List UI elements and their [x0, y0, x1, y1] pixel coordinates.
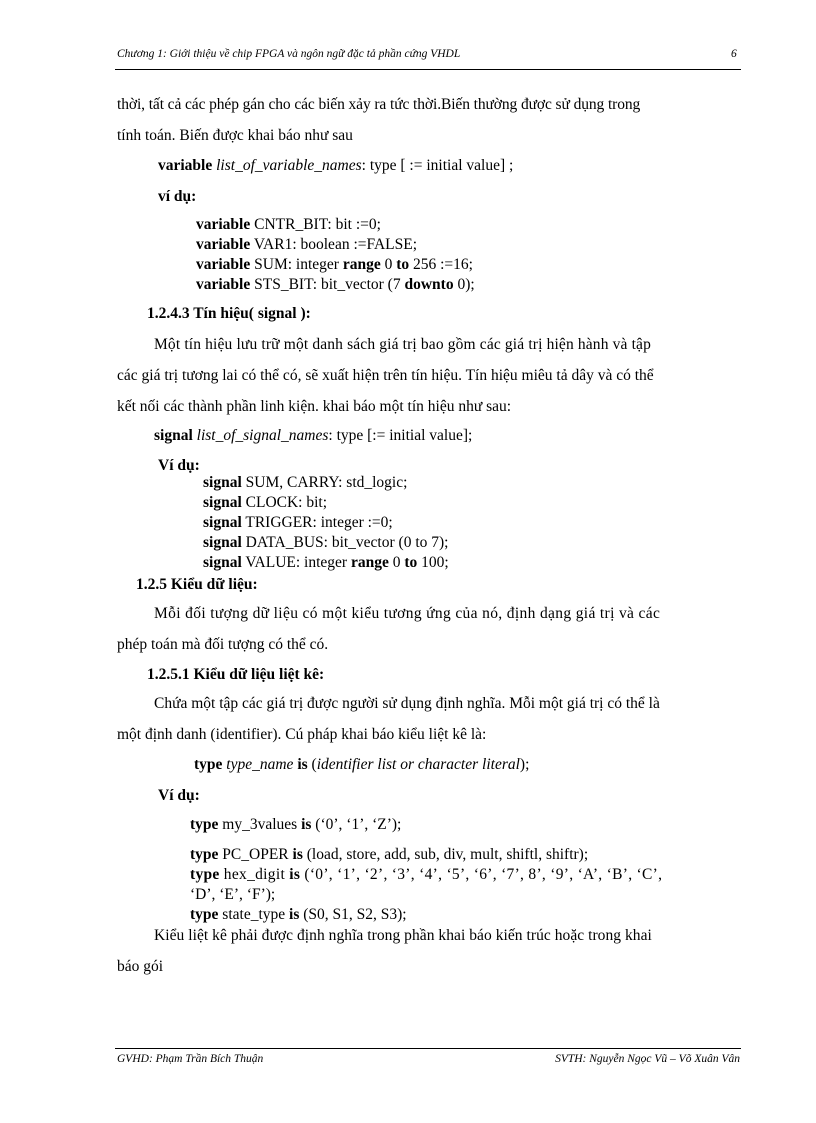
para-variable-line-2: tính toán. Biến được khai báo như sau: [117, 127, 353, 144]
heading-enum: 1.2.5.1 Kiểu dữ liệu liệt kê:: [147, 666, 325, 683]
code-line: variable SUM: integer range 0 to 256 :=16;: [196, 256, 473, 273]
para-enum-line-1: Chứa một tập các giá trị được người sử dụng định nghĩa. Mỗi một giá trị có thể là: [154, 695, 660, 712]
type-examples: [190, 845, 662, 925]
code-line: type hex_digit is (‘0’, ‘1’, ‘2’, ‘3’, ‘4’, ‘5’, ‘6’, ‘7’, 8’, ‘9’, ‘A’, ‘B’, ‘C’,: [190, 866, 663, 883]
footer-advisor: GVHD: Phạm Trần Bích Thuận: [117, 1053, 264, 1065]
footer-rule: [115, 1048, 741, 1049]
code-line: signal TRIGGER: integer :=0;: [203, 514, 393, 531]
example-label-3: Ví dụ:: [158, 787, 200, 804]
para-signal-line-3: kết nối các thành phần linh kiện. khai báo một tín hiệu như sau:: [117, 398, 512, 415]
para-types-line-1: Mỗi đối tượng dữ liệu có một kiểu tương ứng của nó, định dạng giá trị và các: [154, 605, 661, 622]
para-variable-line-1: thời, tất cả các phép gán cho các biến xảy ra tức thời.Biến thường được sử dụng trong: [117, 96, 641, 113]
heading-signal: 1.2.4.3 Tín hiệu( signal ):: [147, 305, 311, 322]
variable-examples: [196, 215, 475, 295]
signal-syntax: signal list_of_signal_names: type [:= initial value];: [154, 427, 473, 444]
running-header-title: Chương 1: Giới thiệu về chip FPGA và ngôn ngữ đặc tả phần cứng VHDL: [117, 48, 461, 60]
code-line: type state_type is (S0, S1, S2, S3);: [190, 906, 407, 923]
para-signal-line-1: Một tín hiệu lưu trữ một danh sách giá trị bao gồm các giá trị hiện hành và tập: [154, 336, 651, 353]
para-end-line-1: Kiểu liệt kê phải được định nghĩa trong phần khai báo kiến trúc hoặc trong khai: [154, 927, 652, 944]
code-line: variable STS_BIT: bit_vector (7 downto 0);: [196, 276, 475, 293]
code-line: signal DATA_BUS: bit_vector (0 to 7);: [203, 534, 449, 551]
example-label-2: Ví dụ:: [158, 457, 200, 474]
page-number: 6: [731, 48, 737, 60]
signal-examples: [203, 473, 449, 573]
code-line: variable CNTR_BIT: bit :=0;: [196, 216, 381, 233]
code-line: signal SUM, CARRY: std_logic;: [203, 474, 408, 491]
code-line: type PC_OPER is (load, store, add, sub, div, mult, shiftl, shiftr);: [190, 846, 589, 863]
para-types-line-2: phép toán mà đối tượng có thể có.: [117, 636, 329, 653]
para-end-line-2: báo gói: [117, 958, 164, 975]
code-line: signal CLOCK: bit;: [203, 494, 328, 511]
code-line: signal VALUE: integer range 0 to 100;: [203, 554, 449, 571]
heading-data-types: 1.2.5 Kiểu dữ liệu:: [136, 576, 258, 593]
type-example-1: type my_3values is (‘0’, ‘1’, ‘Z’);: [190, 816, 402, 833]
type-syntax: type type_name is (identifier list or character literal);: [194, 756, 530, 773]
footer-students: SVTH: Nguyễn Ngọc Vũ – Võ Xuân Vân: [555, 1053, 740, 1065]
example-label-1: ví dụ:: [158, 188, 197, 205]
code-line: variable VAR1: boolean :=FALSE;: [196, 236, 418, 253]
variable-syntax: variable list_of_variable_names: type [ := initial value] ;: [158, 157, 514, 174]
para-enum-line-2: một định danh (identifier). Cú pháp khai báo kiểu liệt kê là:: [117, 726, 487, 743]
header-rule: [115, 69, 741, 70]
para-signal-line-2: các giá trị tương lai có thể có, sẽ xuất hiện trên tín hiệu. Tín hiệu miêu tả dây và có thể: [117, 367, 654, 384]
code-line: ‘D’, ‘E’, ‘F’);: [190, 886, 276, 903]
